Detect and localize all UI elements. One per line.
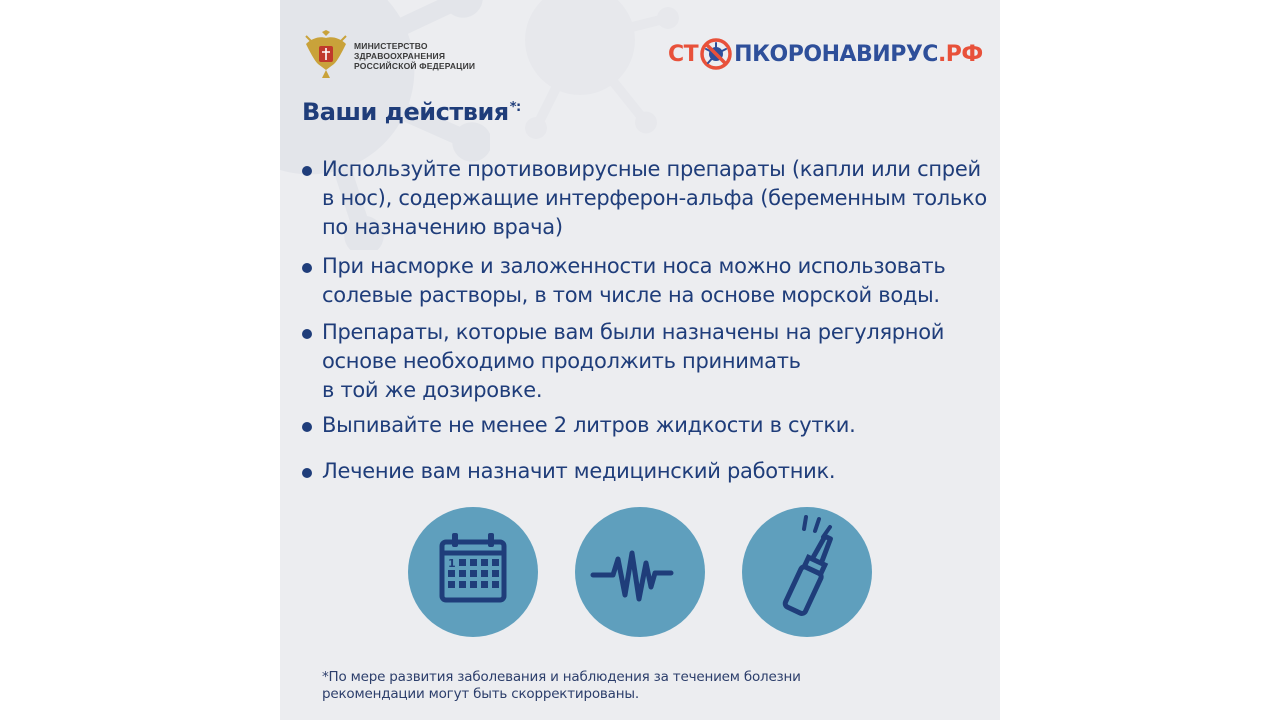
coat-of-arms-icon	[302, 30, 350, 82]
ministry-line: ЗДРАВООХРАНЕНИЯ	[354, 51, 446, 61]
list-item	[302, 155, 992, 242]
list-item-text: Используйте противовирусные препараты (капли или спрей в нос), содержащие интерферон-альфа (беременным только по назначению врача)	[322, 157, 987, 239]
list-item-text: Препараты, которые вам были назначены на регулярной основе необходимо продолжить принимать в той же дозировке.	[322, 320, 945, 402]
calendar-circle	[408, 507, 538, 637]
logo-domain: .РФ	[937, 41, 983, 67]
bullet	[302, 263, 312, 273]
footnote: *По мере развития заболевания и наблюдения за течением болезни рекомендации могут быть скорректированы.	[322, 669, 801, 702]
bullet	[302, 422, 312, 432]
spray-circle	[742, 507, 872, 637]
list-item	[302, 318, 992, 405]
ministry-line: МИНИСТЕРСТВО	[354, 41, 428, 51]
bullet	[302, 329, 312, 339]
bullet	[302, 166, 312, 176]
ministry-line: РОССИЙСКОЙ ФЕДЕРАЦИИ	[354, 61, 476, 71]
bullet	[302, 468, 312, 478]
stopcoronavirus-logo	[668, 35, 983, 73]
list-item-text: При насморке и заложенности носа можно использовать солевые растворы, в том числе на основе морской воды.	[322, 254, 946, 307]
ministry-name	[354, 41, 475, 71]
list-item	[302, 457, 992, 486]
calendar-icon	[408, 507, 538, 637]
nasal-spray-icon	[742, 507, 872, 637]
list-item-text: Лечение вам назначит медицинский работник.	[322, 459, 836, 483]
logo-text-part1: СТ	[668, 41, 699, 67]
page-title-text: Ваши действия	[302, 98, 509, 126]
virus-background-icon	[470, 0, 690, 150]
title-footnote-mark: *:	[509, 100, 521, 115]
list-item-text: Выпивайте не менее 2 литров жидкости в сутки.	[322, 413, 856, 437]
crossed-virus-icon	[699, 37, 733, 71]
pulse-icon	[575, 507, 705, 637]
list-item	[302, 252, 992, 310]
info-card	[280, 0, 1000, 720]
calendar-day-label: 1	[448, 557, 456, 570]
logo-text-part2: ПКОРОНАВИРУС	[734, 41, 938, 67]
page-title	[302, 98, 521, 126]
ministry-header	[302, 30, 475, 82]
list-item	[302, 411, 992, 440]
pulse-circle	[575, 507, 705, 637]
